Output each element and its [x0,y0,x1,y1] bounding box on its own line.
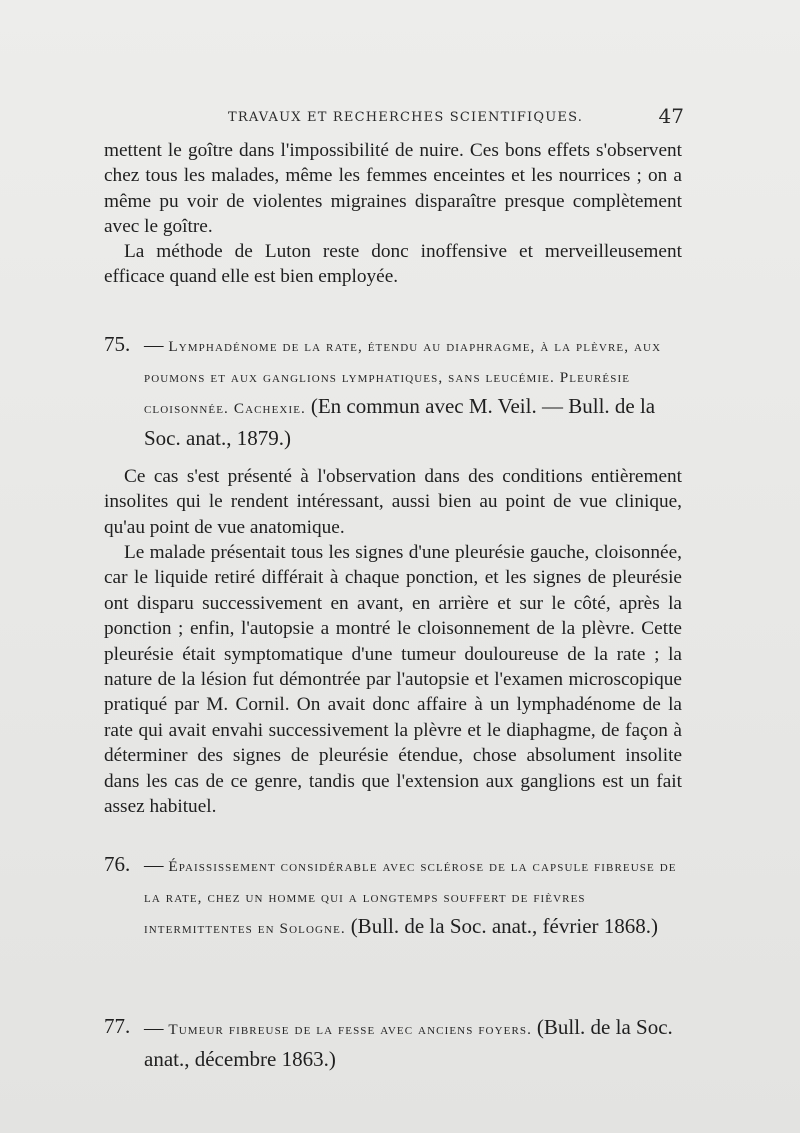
entry-reference: (Bull. de la Soc. anat., décembre 1863.) [144,1015,673,1071]
entry-dash: — [144,855,164,876]
entry-number: 77. [104,1014,131,1038]
entry-title: Épaississement considérable avec sclérose de la capsule fibreuse de la rate, chez un homme qui a longtemps souffert de fièvres intermittentes en Sologne. [144,858,677,937]
entry-dash: — [144,1018,164,1039]
running-title: TRAVAUX ET RECHERCHES SCIENTIFIQUES. [228,110,584,125]
entry-reference: (En commun avec M. Veil. — Bull. de la Soc. anat., 1879.) [144,394,656,450]
bibliography-entry-77 [104,1012,692,1075]
paragraph-goitre-continuation: mettent le goître dans l'impossibilité de nuire. Ces bons effets s'observent chez tous les malades, même les femmes enceintes et les nourrices ; on a même pu voir de violentes migraines disparaître presque complètement avec le goître. [104,140,682,238]
paragraph-case-presentation: Ce cas s'est présenté à l'observation dans des conditions entièrement insolites qui le rendent intéressant, aussi bien au point de vue clinique, qu'au point de vue anatomique. [104,466,682,538]
bibliography-entry-76 [104,850,692,944]
bibliography-entry-75 [104,330,692,454]
page-number: 47 [658,104,684,128]
entry-title: Lymphadénome de la rate, étendu au diaphragme, à la plèvre, aux poumons et aux ganglions lymphatiques, sans leucémie. Pleurésie cloisonnée. Cachexie. [144,338,662,417]
entry-number: 76. [104,852,131,876]
entry-number: 75. [104,332,131,356]
entry-body [104,331,692,454]
running-header [100,104,682,128]
entry-body [104,851,692,944]
entry-title: Tumeur fibreuse de la fesse avec anciens foyers. [168,1021,532,1038]
entry-reference: (Bull. de la Soc. anat., février 1868.) [350,914,659,938]
entry-dash: — [144,335,164,356]
entry-body [104,1013,692,1075]
paragraph-case-details: Le malade présentait tous les signes d'une pleurésie gauche, cloisonnée, car le liquide retiré différait à chaque ponction, et les signes de pleurésie ont disparu successivement en avant, en arrière et sur le côté, après la ponction ; enfin, l'autopsie a montré le cloisonnement de la plèvre. Cette pleurésie était symptomatique d'une tumeur douloureuse de la rate ; la nature de la lésion fut démontrée par l'autopsie et l'examen microscopique pratiqué par M. Cornil. On avait donc affaire à un lymphadénome de la rate qui avait envahi successivement la plèvre et le diaphagme, de façon à déterminer des signes de pleurésie étendue, chose absolument insolite dans les cas de ce genre, tandis que l'extension aux ganglions est un fait assez habituel. [104,542,682,818]
paragraph-luton-method: La méthode de Luton reste donc inoffensive et merveilleusement efficace quand elle est bien employée. [104,241,682,288]
